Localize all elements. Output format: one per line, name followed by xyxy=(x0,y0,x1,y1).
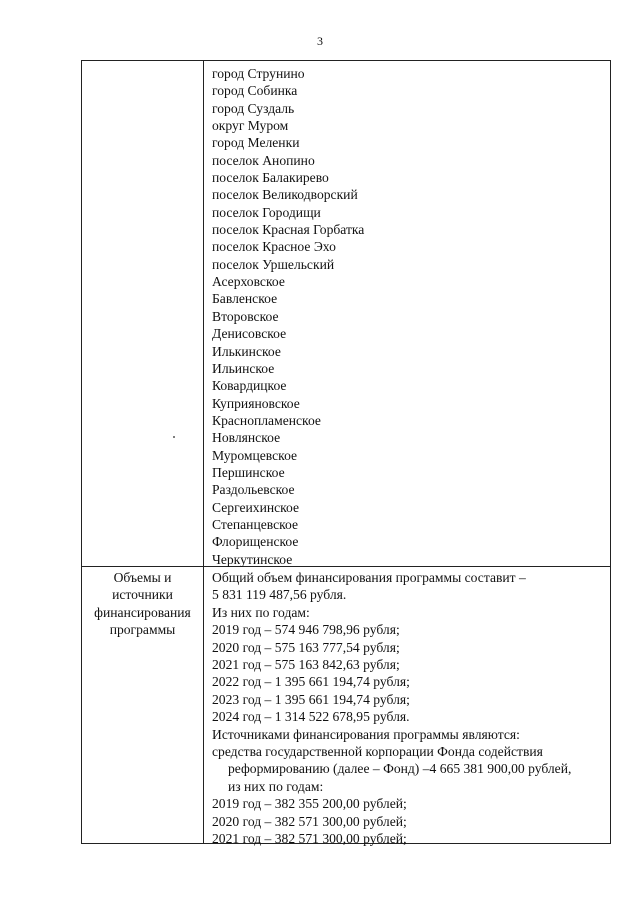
municipality-item: Черкутинское xyxy=(212,551,293,567)
municipality-item: Флорищенское xyxy=(212,534,299,550)
municipality-item: Денисовское xyxy=(212,326,287,342)
municipality-item: округ Муром xyxy=(212,118,289,134)
funding-text-line: 2020 год – 382 571 300,00 рублей; xyxy=(212,813,407,829)
funding-text-line: 2020 год – 575 163 777,54 рубля; xyxy=(212,639,400,655)
municipality-item: Степанцевское xyxy=(212,516,299,532)
funding-text-line: 5 831 119 487,56 рубля. xyxy=(212,587,347,603)
municipality-item: Илькинское xyxy=(212,343,281,359)
municipality-item: Асерховское xyxy=(212,274,285,290)
funding-text-line: 2022 год – 1 395 661 194,74 рубля; xyxy=(212,674,410,690)
municipality-item: поселок Великодворский xyxy=(212,187,358,203)
municipality-item: Второвское xyxy=(212,308,279,324)
funding-label-cell xyxy=(82,569,203,639)
funding-label-line: финансирования xyxy=(94,604,191,620)
municipalities-list xyxy=(212,65,607,568)
page-number: 3 xyxy=(317,34,323,48)
municipality-item: Бавленское xyxy=(212,291,278,307)
municipality-item: поселок Балакирево xyxy=(212,170,329,186)
funding-details-cell xyxy=(212,569,607,848)
funding-text-line: 2019 год – 382 355 200,00 рублей; xyxy=(212,796,407,812)
municipality-item: Новлянское xyxy=(212,430,281,446)
funding-text-line: из них по годам: xyxy=(228,778,324,794)
municipality-item: поселок Красное Эхо xyxy=(212,239,336,255)
funding-label-line: источники xyxy=(112,587,173,603)
program-passport-table xyxy=(81,60,611,847)
funding-text-line: реформированию (далее – Фонд) –4 665 381 900,00 рублей, xyxy=(228,761,572,777)
scan-speck xyxy=(173,436,175,438)
funding-text-line: Из них по годам: xyxy=(212,604,310,620)
funding-text-line: средства государственной корпорации Фонда содействия xyxy=(212,744,543,760)
funding-text-line: Источниками финансирования программы являются: xyxy=(212,726,520,742)
municipality-item: поселок Анопино xyxy=(212,152,315,168)
municipality-item: Муромцевское xyxy=(212,447,298,463)
municipality-item: город Собинка xyxy=(212,83,298,99)
municipality-item: Краснопламенское xyxy=(212,412,321,428)
municipality-item: город Струнино xyxy=(212,66,305,81)
municipality-item: Куприяновское xyxy=(212,395,300,411)
funding-label-line: Объемы и xyxy=(113,570,172,585)
column-divider xyxy=(203,61,204,843)
municipality-item: Першинское xyxy=(212,464,285,480)
municipality-item: Раздольевское xyxy=(212,482,295,498)
municipality-item: поселок Городищи xyxy=(212,204,321,220)
funding-label-line: программы xyxy=(109,622,176,638)
municipality-item: поселок Красная Горбатка xyxy=(212,222,365,238)
funding-text-line: 2023 год – 1 395 661 194,74 рубля; xyxy=(212,691,410,707)
municipality-item: город Меленки xyxy=(212,135,300,151)
funding-text-line: 2021 год – 382 571 300,00 рублей; xyxy=(212,831,407,847)
municipality-item: Ильинское xyxy=(212,360,275,376)
municipality-item: город Суздаль xyxy=(212,100,295,116)
funding-text-line: 2024 год – 1 314 522 678,95 рубля. xyxy=(212,709,410,725)
funding-text-line: 2021 год – 575 163 842,63 рубля; xyxy=(212,657,400,673)
municipality-item: Сергеихинское xyxy=(212,499,300,515)
municipality-item: поселок Уршельский xyxy=(212,256,335,272)
municipality-item: Ковардицкое xyxy=(212,378,287,394)
funding-text-line: Общий объем финансирования программы составит – xyxy=(212,570,526,585)
funding-text-line: 2019 год – 574 946 798,96 рубля; xyxy=(212,622,400,638)
